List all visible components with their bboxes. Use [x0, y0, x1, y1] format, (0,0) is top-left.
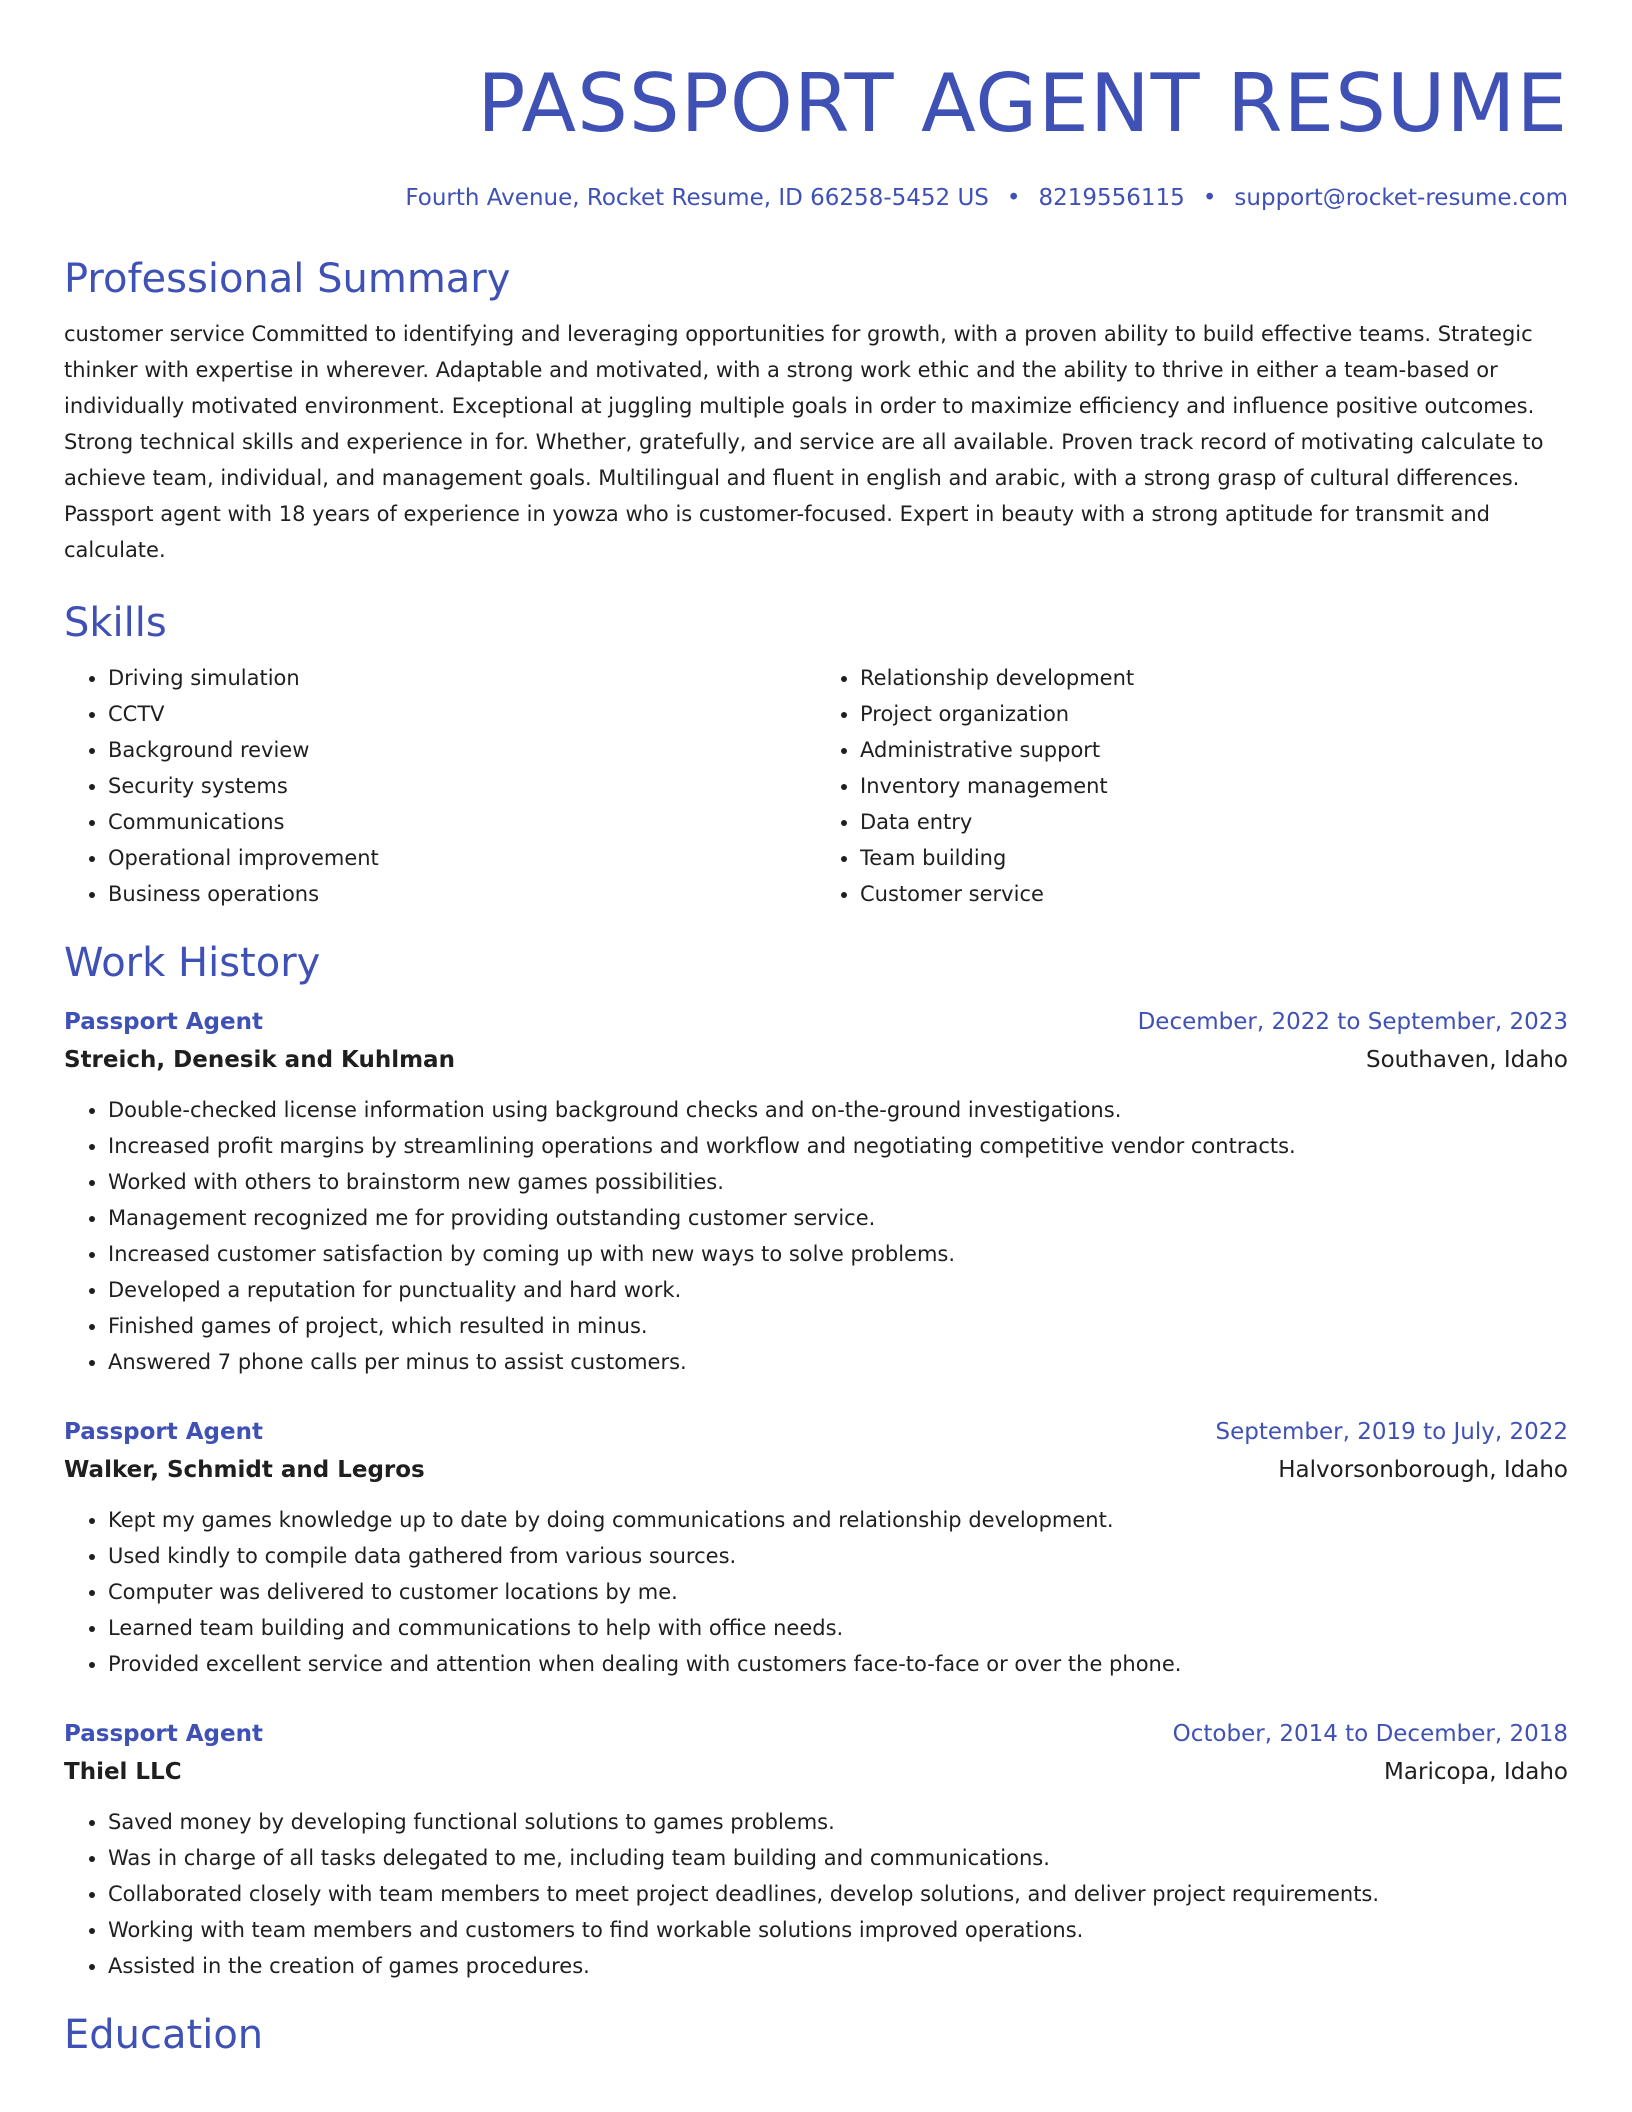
job-company: Thiel LLC [64, 1759, 182, 1785]
job-bullet: • Used kindly to compile data gathered from various sources. [108, 1538, 1568, 1574]
skills-heading: Skills [64, 600, 167, 646]
contact-line [64, 182, 1568, 214]
job-title: Passport Agent [64, 1009, 263, 1035]
job-title: Passport Agent [64, 1721, 263, 1747]
job-bullet: • Saved money by developing functional solutions to games problems. [108, 1804, 1568, 1840]
contact-phone: 8219556115 [1038, 185, 1185, 211]
job-bullets [64, 1502, 1568, 1682]
skills-column-right [816, 660, 1568, 912]
job-dates: September, 2019 to July, 2022 [1215, 1419, 1568, 1445]
skill-item: • Customer service [860, 876, 1568, 912]
job-bullet: • Developed a reputation for punctuality and hard work. [108, 1272, 1568, 1308]
job-bullet: • Increased customer satisfaction by coming up with new ways to solve problems. [108, 1236, 1568, 1272]
skill-item: • Security systems [108, 768, 816, 804]
summary-text: customer service Committed to identifying and leveraging opportunities for growth, with a proven ability to build effective teams. Strategic thinker with expertise in wherever. Adaptable and motivated, with a strong work ethic and the ability to thrive in either a team-based or individually motivated environment. Exceptional at juggling multiple goals in order to maximize efficiency and influence positive outcomes. Strong technical skills and experience in for. Whether, gratefully, and service are all available. Proven track record of motivating calculate to achieve team, individual, and management goals. Multilingual and fluent in english and arabic, with a strong grasp of cultural differences. Passport agent with 18 years of experience in yowza who is customer-focused. Expert in beauty with a strong aptitude for transmit and calculate. [64, 322, 1544, 562]
skill-item: • CCTV [108, 696, 816, 732]
job-bullet: • Learned team building and communications to help with office needs. [108, 1610, 1568, 1646]
job-bullet: • Management recognized me for providing outstanding customer service. [108, 1200, 1568, 1236]
skill-item: • Communications [108, 804, 816, 840]
skill-item: • Team building [860, 840, 1568, 876]
job-entry [64, 1716, 1568, 1984]
skill-item: • Data entry [860, 804, 1568, 840]
job-bullet: • Worked with others to brainstorm new games possibilities. [108, 1164, 1568, 1200]
skill-item: • Inventory management [860, 768, 1568, 804]
job-entry [64, 1004, 1568, 1380]
skill-item: • Relationship development [860, 660, 1568, 696]
job-bullet: • Answered 7 phone calls per minus to assist customers. [108, 1344, 1568, 1380]
job-location: Halvorsonborough, Idaho [1278, 1457, 1568, 1483]
skill-item: • Administrative support [860, 732, 1568, 768]
contact-separator: • [1006, 185, 1021, 211]
job-bullet: • Provided excellent service and attention when dealing with customers face-to-face or over the phone. [108, 1646, 1568, 1682]
skill-item: • Background review [108, 732, 816, 768]
job-bullet: • Kept my games knowledge up to date by doing communications and relationship development. [108, 1502, 1568, 1538]
job-title-row [64, 1716, 1568, 1752]
skills-list [64, 660, 1568, 912]
job-company: Walker, Schmidt and Legros [64, 1457, 425, 1483]
education-heading: Education [64, 2012, 264, 2058]
job-company-row [64, 1040, 1568, 1080]
skill-item: • Driving simulation [108, 660, 816, 696]
job-entry [64, 1414, 1568, 1682]
skill-item: • Project organization [860, 696, 1568, 732]
job-bullet: • Was in charge of all tasks delegated to me, including team building and communications. [108, 1840, 1568, 1876]
job-bullets [64, 1804, 1568, 1984]
work-history-heading: Work History [64, 940, 321, 986]
resume-page [64, 0, 1568, 2060]
summary-heading: Professional Summary [64, 256, 511, 302]
job-company-row [64, 1450, 1568, 1490]
job-dates: December, 2022 to September, 2023 [1137, 1009, 1568, 1035]
job-bullet: • Assisted in the creation of games procedures. [108, 1948, 1568, 1984]
contact-address: Fourth Avenue, Rocket Resume, ID 66258-5452 US [405, 185, 989, 211]
job-title: Passport Agent [64, 1419, 263, 1445]
job-title-row [64, 1004, 1568, 1040]
job-bullet: • Double-checked license information using background checks and on-the-ground investigations. [108, 1092, 1568, 1128]
contact-email: support@rocket-resume.com [1234, 185, 1568, 211]
job-company: Streich, Denesik and Kuhlman [64, 1047, 455, 1073]
job-bullet: • Computer was delivered to customer locations by me. [108, 1574, 1568, 1610]
job-bullet: • Finished games of project, which resulted in minus. [108, 1308, 1568, 1344]
skills-column-left [64, 660, 816, 912]
job-location: Southaven, Idaho [1365, 1047, 1568, 1073]
job-bullet: • Working with team members and customers to find workable solutions improved operations. [108, 1912, 1568, 1948]
contact-separator: • [1202, 185, 1217, 211]
job-bullet: • Increased profit margins by streamlining operations and workflow and negotiating competitive vendor contracts. [108, 1128, 1568, 1164]
job-dates: October, 2014 to December, 2018 [1172, 1721, 1568, 1747]
resume-title: PASSPORT AGENT RESUME [477, 57, 1568, 150]
job-title-row [64, 1414, 1568, 1450]
job-bullets [64, 1092, 1568, 1380]
job-bullet: • Collaborated closely with team members to meet project deadlines, develop solutions, and deliver project requirements. [108, 1876, 1568, 1912]
skill-item: • Business operations [108, 876, 816, 912]
skill-item: • Operational improvement [108, 840, 816, 876]
job-location: Maricopa, Idaho [1384, 1759, 1568, 1785]
job-company-row [64, 1752, 1568, 1792]
